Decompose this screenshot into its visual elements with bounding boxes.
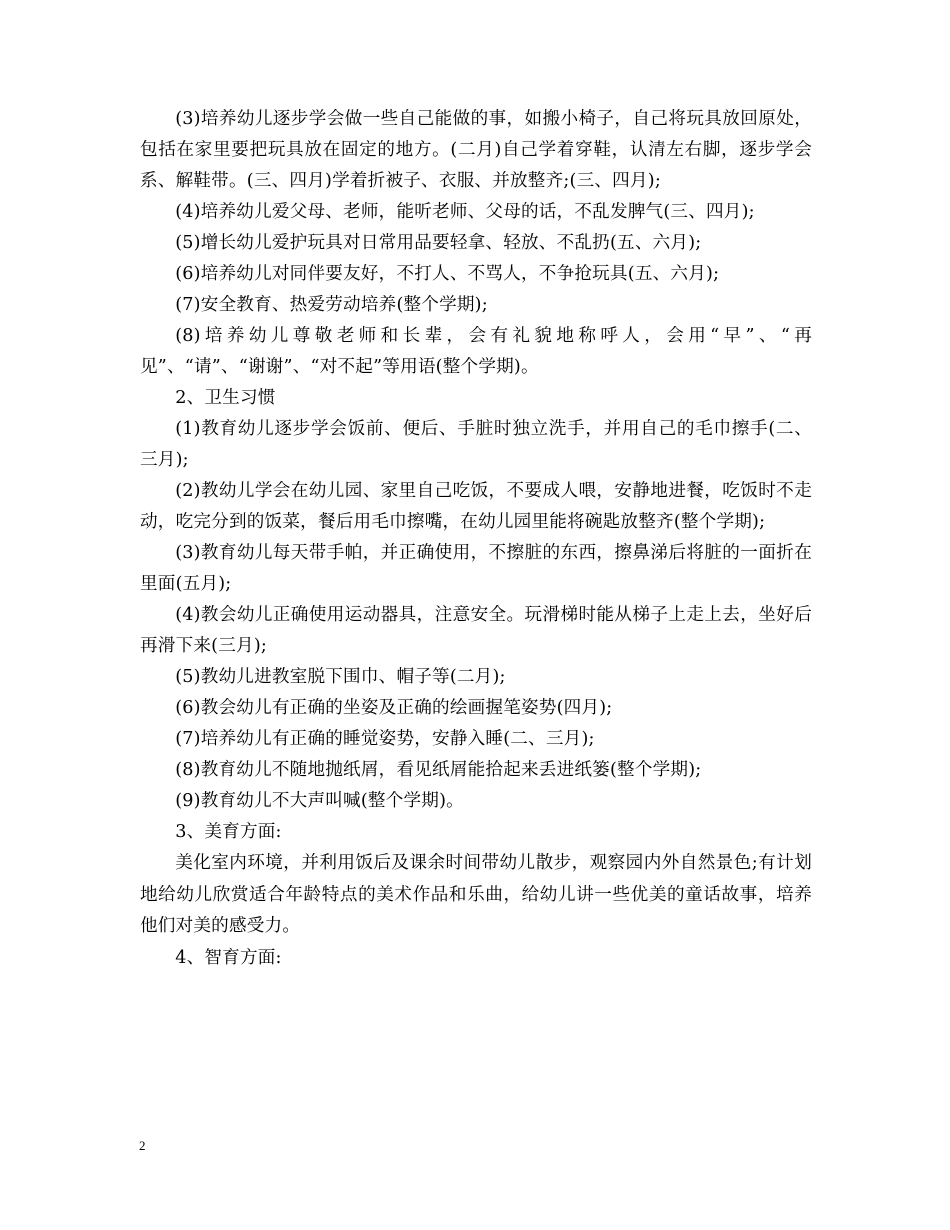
paragraph-handwashing: (1)教育幼儿逐步学会饭前、便后、手脏时独立洗手，并用自己的毛巾擦手(二、三月); bbox=[140, 419, 812, 470]
section-heading-hygiene: 2、卫生习惯 bbox=[175, 388, 276, 408]
paragraph-scarf-hat: (5)教幼儿进教室脱下围巾、帽子等(二月); bbox=[175, 667, 506, 687]
paragraph-sleeping: (7)培养幼儿有正确的睡觉姿势，安静入睡(二、三月); bbox=[175, 729, 595, 749]
page-number: 2 bbox=[139, 1138, 146, 1153]
paragraph-sports-equipment: (4)教会幼儿正确使用运动器具，注意安全。玩滑梯时能从梯子上走上去，坐好后再滑下来(三月); bbox=[140, 605, 812, 656]
paragraph-safety-labor: (7)安全教育、热爱劳动培养(整个学期); bbox=[175, 295, 488, 315]
paragraph-friendly-peers: (6)培养幼儿对同伴要友好，不打人、不骂人，不争抢玩具(五、六月); bbox=[175, 264, 720, 284]
section-heading-aesthetic: 3、美育方面: bbox=[175, 822, 282, 842]
paragraph-handkerchief: (3)教育幼儿每天带手帕，并正确使用，不擦脏的东西，擦鼻涕后将脏的一面折在里面(五月); bbox=[140, 543, 812, 594]
paragraph-litter: (8)教育幼儿不随地抛纸屑，看见纸屑能拾起来丢进纸篓(整个学期); bbox=[175, 760, 702, 780]
paragraph-posture: (6)教会幼儿有正确的坐姿及正确的绘画握笔姿势(四月); bbox=[175, 698, 613, 718]
section-heading-intellectual: 4、智育方面: bbox=[175, 947, 282, 968]
paragraph-care-toys: (5)增长幼儿爱护玩具对日常用品要轻拿、轻放、不乱扔(五、六月); bbox=[175, 233, 702, 253]
paragraph-self-care: (3)培养幼儿逐步学会做一些自己能做的事，如搬小椅子，自己将玩具放回原处，包括在家里要把玩具放在固定的地方。(二月)自己学着穿鞋，认清左右脚，逐步学会系、解鞋带。(三、四月)学着折被子、衣服、并放整齐;(三、四月); bbox=[140, 109, 812, 191]
paragraph-eating: (2)教幼儿学会在幼儿园、家里自己吃饭，不要成人喂，安静地进餐，吃饭时不走动，吃完分到的饭菜，餐后用毛巾擦嘴，在幼儿园里能将碗匙放整齐(整个学期); bbox=[140, 481, 812, 532]
document-body bbox=[140, 104, 812, 974]
paragraph-no-shouting: (9)教育幼儿不大声叫喊(整个学期)。 bbox=[175, 791, 464, 811]
paragraph-politeness: (8)培养幼儿尊敬老师和长辈，会有礼貌地称呼人，会用“早”、“再见”、“请”、“谢谢”、“对不起”等用语(整个学期)。 bbox=[140, 326, 812, 377]
paragraph-aesthetic-education: 美化室内环境，并利用饭后及课余时间带幼儿散步，观察园内外自然景色;有计划地给幼儿欣赏适合年龄特点的美术作品和乐曲，给幼儿讲一些优美的童话故事，培养他们对美的感受力。 bbox=[140, 853, 812, 936]
paragraph-love-parents: (4)培养幼儿爱父母、老师，能听老师、父母的话，不乱发脾气(三、四月); bbox=[175, 202, 755, 222]
